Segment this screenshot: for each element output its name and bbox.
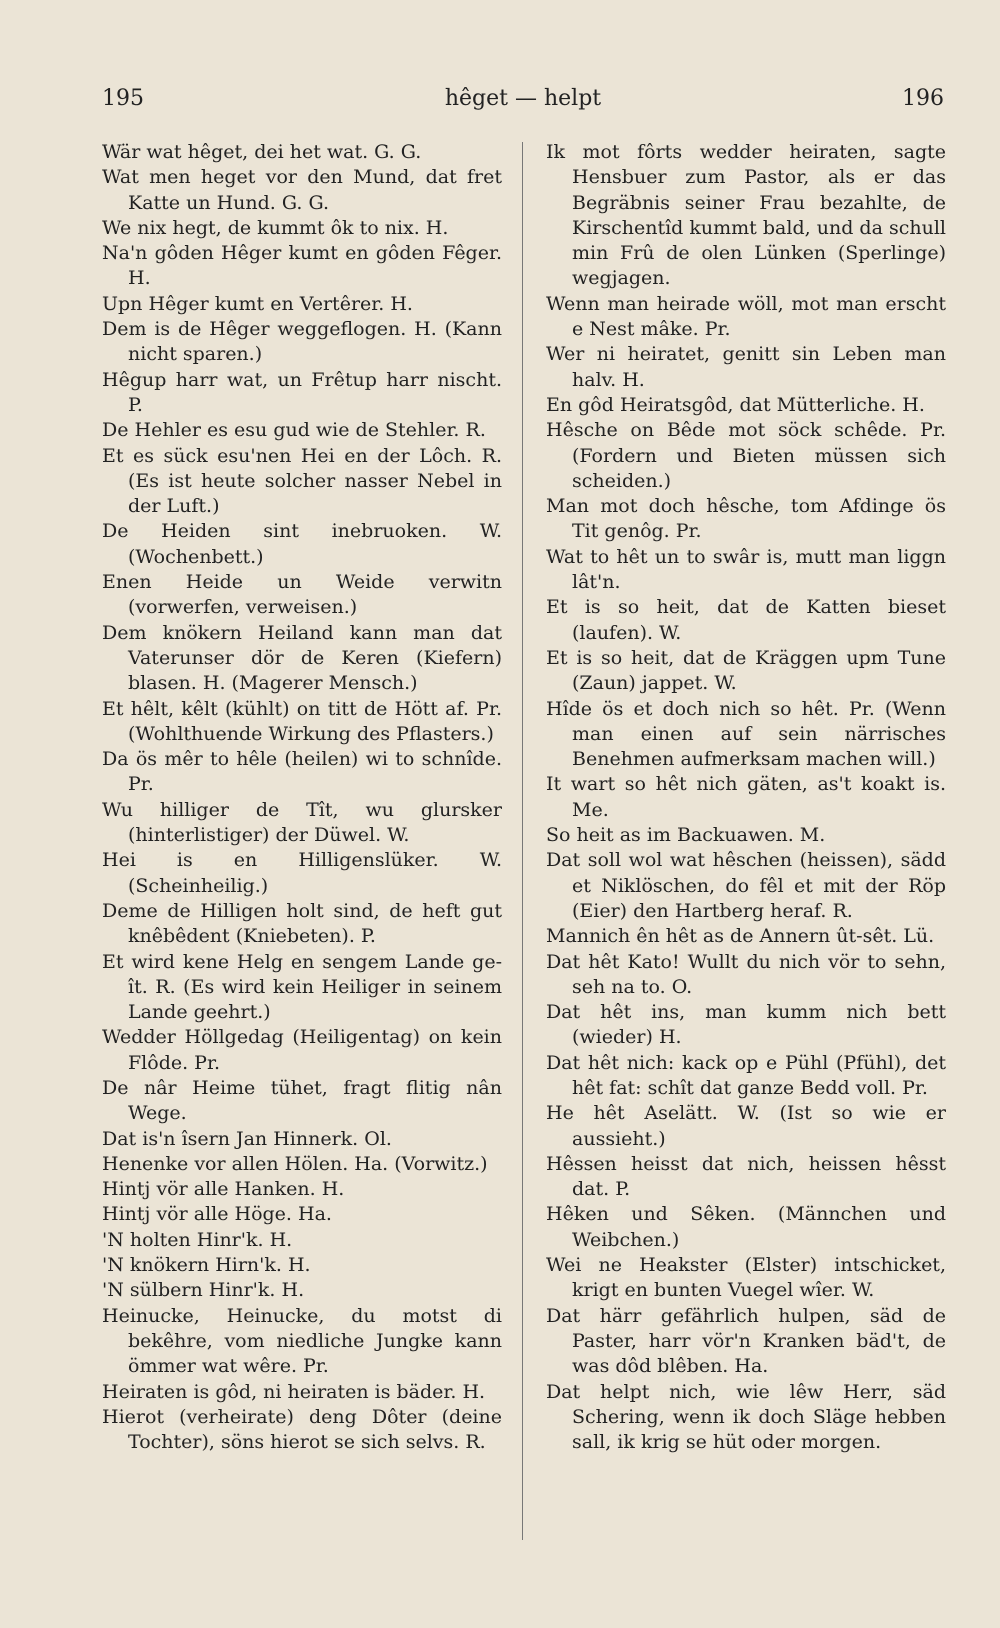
proverb-entry: Na'n gôden Hêger kumt en gôden Fêger. H. — [102, 242, 502, 290]
proverb-entry: 'N knökern Hirn'k. H. — [102, 1254, 311, 1277]
left-column — [102, 140, 502, 1455]
proverb-entry: Wei ne Heakster (Elster) intschicket, krigt en bunten Vuegel wîer. W. — [546, 1254, 946, 1302]
proverb-entry: Hêssen heisst dat nich, heissen hêsst dat. P. — [546, 1152, 946, 1201]
proverb-entry: Heinucke, Heinucke, du motst di bekêhre, vom niedliche Jungke kann ömmer wat wêre. Pr. — [102, 1304, 502, 1378]
proverb-entry: Dat soll wol wat hêschen (heissen), sädd et Niklöschen, do fêl et mit der Röp (Eier) den Hartberg heraf. R. — [546, 849, 946, 922]
proverb-entry: Wenn man heirade wöll, mot man erscht e Nest mâke. Pr. — [546, 292, 946, 341]
proverb-entry: Dat hêt nich: kack op e Pühl (Pfühl), det hêt fat: schît dat ganze Bedd voll. Pr. — [546, 1051, 946, 1099]
proverb-entry: Da ös mêr to hêle (heilen) wi to schnîde. Pr. — [102, 748, 502, 796]
proverb-entry: De Hehler es esu gud wie de Stehler. R. — [102, 419, 486, 442]
proverb-entry: Man mot doch hêsche, tom Afdinge ös Tit genôg. Pr. — [546, 495, 946, 543]
proverb-entry: Dat hêt Kato! Wullt du nich vör to sehn, seh na to. O. — [546, 950, 946, 998]
proverb-entry: Henenke vor allen Hölen. Ha. (Vorwitz.) — [102, 1152, 488, 1175]
proverb-entry: Et is so heit, dat de Katten bieset (laufen). W. — [546, 596, 946, 644]
proverb-entry: Hintj vör alle Hanken. H. — [102, 1178, 345, 1201]
proverb-entry: En gôd Heiratsgôd, dat Mütterliche. H. — [546, 393, 925, 416]
proverb-entry: Dat is'n îsern Jan Hinnerk. Ol. — [102, 1127, 392, 1150]
proverb-entry: Et hêlt, kêlt (kühlt) on titt de Hött af. Pr. (Wohlthuende Wirkung des Pflasters.) — [102, 697, 502, 745]
column-divider — [522, 142, 523, 1540]
proverb-entry: Wedder Höllgedag (Heiligentag) on kein Flôde. Pr. — [102, 1026, 502, 1074]
proverb-entry: We nix hegt, de kummt ôk to nix. H. — [102, 216, 449, 239]
proverb-entry: Hierot (verheirate) deng Dôter (deine Tochter), söns hierot se sich selvs. R. — [102, 1405, 502, 1454]
right-column — [546, 140, 946, 1455]
proverb-entry: Wär wat hêget, dei het wat. G. G. — [102, 141, 422, 163]
proverb-entry: Hêsche on Bêde mot söck schêde. Pr. (Fordern und Bieten müssen sich scheiden.) — [546, 419, 946, 492]
proverb-entry: Et es sück esu'nen Hei en der Lôch. R. (Es ist heute solcher nasser Nebel in der Luft.) — [102, 444, 502, 518]
proverb-entry: Hei is en Hilligenslüker. W. (Scheinheilig.) — [102, 849, 502, 897]
proverb-entry: Wu hilliger de Tît, wu glursker (hinterlistiger) der Düwel. W. — [102, 798, 502, 847]
proverb-entry: Hîde ös et doch nich so hêt. Pr. (Wenn man einen auf sein närrisches Benehmen aufmerksam machen will.) — [546, 697, 946, 771]
page-number-right: 196 — [902, 86, 944, 111]
proverb-entry: Hêken und Sêken. (Männchen und Weibchen.) — [546, 1203, 946, 1251]
proverb-entry: Dat hêt ins, man kumm nich bett (wieder) H. — [546, 1001, 946, 1049]
proverb-entry: Et wird kene Helg en sengem Lande ge-ît. R. (Es wird kein Heiliger in seinem Lande geehrt.) — [102, 950, 502, 1024]
proverb-entry: Dem is de Hêger weggeflogen. H. (Kann nicht sparen.) — [102, 318, 502, 366]
proverb-entry: 'N holten Hinr'k. H. — [102, 1228, 293, 1251]
proverb-entry: Mannich ên hêt as de Annern ût-sêt. Lü. — [546, 925, 935, 948]
proverb-entry: Wer ni heiratet, genitt sin Leben man halv. H. — [546, 343, 946, 391]
proverb-entry: De nâr Heime tühet, fragt flitig nân Wege. — [102, 1076, 502, 1125]
page-number-left: 195 — [102, 86, 144, 111]
proverb-entry: Hintj vör alle Höge. Ha. — [102, 1203, 332, 1226]
running-header — [102, 86, 944, 118]
proverb-entry: Upn Hêger kumt en Vertêrer. H. — [102, 292, 413, 315]
proverb-entry: It wart so hêt nich gäten, as't koakt is. Me. — [546, 773, 946, 821]
proverb-entry: Hêgup harr wat, un Frêtup harr nischt. P. — [102, 368, 502, 416]
proverb-entry: He hêt Aselätt. W. (Ist so wie er aussieht.) — [546, 1102, 946, 1150]
proverb-entry: Ik mot fôrts wedder heiraten, sagte Hensbuer zum Pastor, als er das Begräbnis seiner Frau bezahlte, de Kirschentîd kummt bald, und da schull min Frû de olen Lünken (Sperlinge) wegjagen. — [546, 141, 946, 290]
proverb-entry: De Heiden sint inebruoken. W. (Wochenbett.) — [102, 520, 502, 568]
proverb-entry: 'N sülbern Hinr'k. H. — [102, 1279, 305, 1302]
proverb-entry: Wat to hêt un to swâr is, mutt man liggn lât'n. — [546, 545, 946, 594]
proverb-entry: Wat men heget vor den Mund, dat fret Katte un Hund. G. G. — [102, 166, 502, 214]
proverb-entry: So heit as im Backuawen. M. — [546, 824, 826, 847]
proverb-entry: Deme de Hilligen holt sind, de heft gut knêbêdent (Kniebeten). P. — [102, 899, 502, 948]
proverb-entry: Heiraten is gôd, ni heiraten is bäder. H. — [102, 1380, 486, 1403]
proverb-entry: Dem knökern Heiland kann man dat Vaterunser dör de Keren (Kiefern) blasen. H. (Magerer Mensch.) — [102, 621, 502, 695]
proverb-entry: Dat härr gefährlich hulpen, säd de Paster, harr vör'n Kranken bäd't, de was dôd blêben. Ha. — [546, 1304, 946, 1378]
proverb-entry: Et is so heit, dat de Kräggen upm Tune (Zaun) jappet. W. — [546, 646, 946, 695]
proverb-entry: Enen Heide un Weide verwitn (vorwerfen, verweisen.) — [102, 571, 502, 619]
running-title: hêget — helpt — [444, 86, 602, 111]
proverb-entry: Dat helpt nich, wie lêw Herr, säd Schering, wenn ik doch Släge hebben sall, ik krig se hüt oder morgen. — [546, 1380, 946, 1454]
